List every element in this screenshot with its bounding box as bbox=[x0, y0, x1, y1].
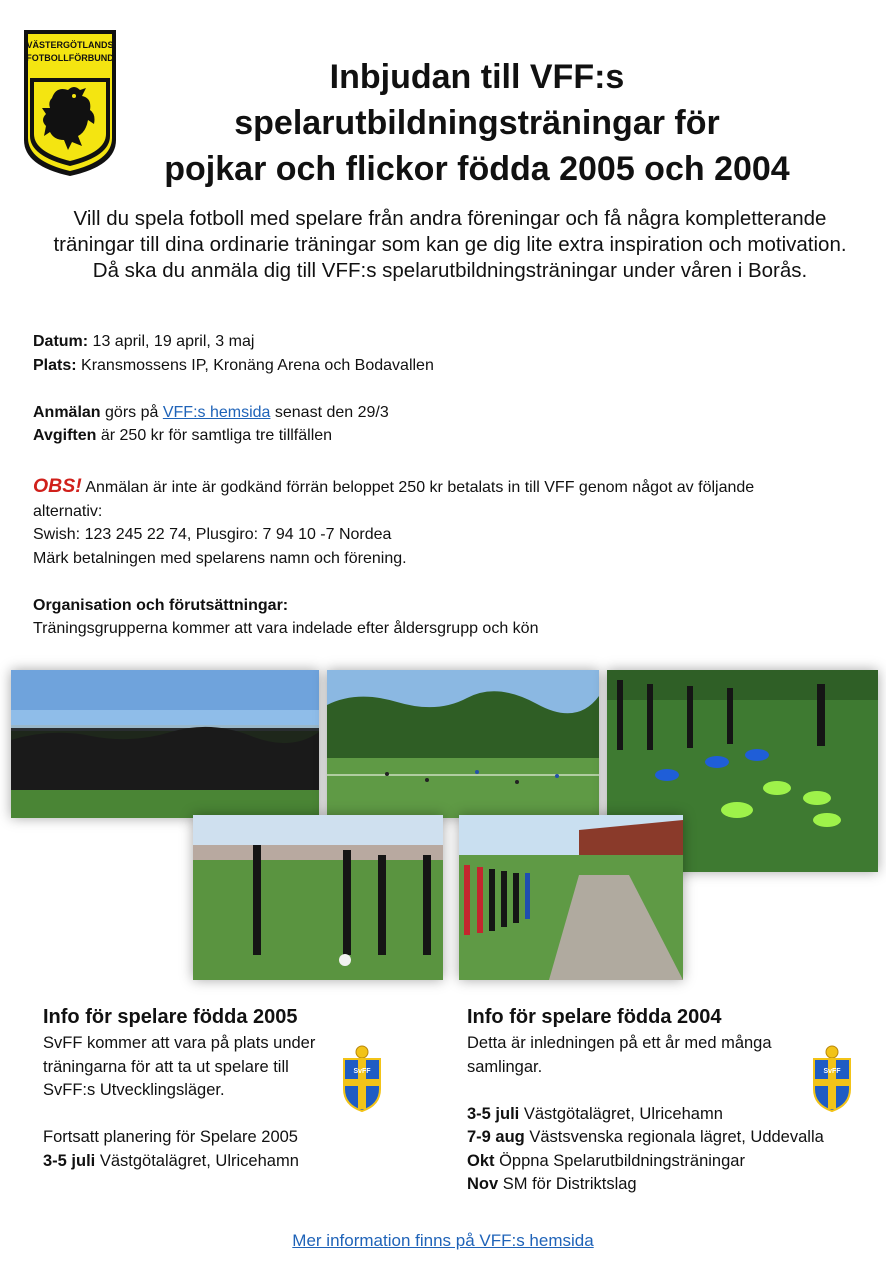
datum-row bbox=[33, 330, 863, 354]
svg-text:VÄSTERGÖTLANDS: VÄSTERGÖTLANDS bbox=[26, 40, 114, 50]
datum-value: 13 april, 19 april, 3 maj bbox=[88, 333, 255, 350]
svg-text:FOTBOLLFÖRBUND: FOTBOLLFÖRBUND bbox=[26, 53, 114, 63]
event-text: Västgötalägret, Ulricehamn bbox=[519, 1104, 723, 1123]
obs-text-cont: alternativ: bbox=[33, 502, 103, 520]
plats-value: Kransmossens IP, Kronäng Arena och Bodavallen bbox=[76, 356, 434, 374]
avgift-value: är 250 kr för samtliga tre tillfällen bbox=[96, 427, 333, 444]
obs-label: OBS! bbox=[33, 475, 82, 497]
payment-info: Swish: 123 245 22 74, Plusgiro: 7 94 10 -7 Nordea bbox=[33, 526, 392, 543]
svg-text:SvFF: SvFF bbox=[353, 1068, 371, 1075]
info-2005-planning: Fortsatt planering för Spelare 2005 bbox=[43, 1128, 298, 1146]
event-date: 3-5 juli bbox=[43, 1151, 96, 1170]
event-date: Okt bbox=[467, 1151, 495, 1170]
event-date: 7-9 aug bbox=[467, 1128, 525, 1146]
vff-logo bbox=[22, 28, 118, 178]
plats-row bbox=[33, 354, 863, 378]
obs-text: Anmälan är inte är godkänd förrän beloppet 250 kr betalats in till VFF genom något av följande bbox=[81, 479, 755, 496]
event-text: Västsvenska regionala lägret, Uddevalla bbox=[524, 1128, 824, 1146]
avgift-row bbox=[33, 424, 863, 448]
anmalan-label: Anmälan bbox=[33, 403, 101, 421]
svg-text:SvFF: SvFF bbox=[823, 1068, 841, 1075]
event-text: SM för Distriktslag bbox=[498, 1175, 637, 1193]
page-title bbox=[130, 54, 824, 192]
organisation-text: Träningsgrupperna kommer att vara indelade efter åldersgrupp och kön bbox=[33, 620, 539, 637]
obs-row bbox=[33, 475, 863, 500]
payment-note: Märk betalningen med spelarens namn och förening. bbox=[33, 549, 407, 567]
photo-team-group bbox=[11, 670, 319, 818]
info-2005-line-2: träningarna för att ta ut spelare till bbox=[43, 1057, 289, 1076]
vff-hemsida-link[interactable]: VFF:s hemsida bbox=[162, 403, 271, 421]
avgift-label: Avgiften bbox=[33, 427, 97, 444]
info-2005-line-1: SvFF kommer att vara på plats under bbox=[43, 1034, 316, 1052]
title-line-1: Inbjudan till VFF:s bbox=[329, 58, 625, 96]
event-text: Västgötalägret, Ulricehamn bbox=[95, 1151, 299, 1170]
info-2005-section bbox=[43, 1004, 343, 1173]
footer bbox=[0, 1231, 886, 1251]
anmalan-row bbox=[33, 401, 863, 425]
anmalan-pre: görs på bbox=[100, 403, 163, 421]
plats-label: Plats: bbox=[33, 356, 77, 374]
svff-shield-icon bbox=[341, 1045, 383, 1113]
info-2005-event bbox=[43, 1150, 343, 1174]
anmalan-deadline: senast den 29/3 bbox=[270, 403, 389, 421]
event-date: Nov bbox=[467, 1175, 499, 1193]
info-2004-event-4 bbox=[467, 1173, 867, 1197]
organisation-heading: Organisation och förutsättningar: bbox=[33, 596, 289, 614]
info-2004-heading: Info för spelare födda 2004 bbox=[467, 1006, 722, 1028]
info-2004-event-3 bbox=[467, 1150, 867, 1174]
more-info-link[interactable]: Mer information finns på VFF:s hemsida bbox=[292, 1231, 594, 1250]
info-2004-section bbox=[467, 1004, 867, 1197]
datum-label: Datum: bbox=[33, 333, 89, 350]
event-details bbox=[33, 330, 863, 641]
event-date: 3-5 juli bbox=[467, 1104, 520, 1123]
info-2004-event-1 bbox=[467, 1103, 867, 1127]
photo-line-of-players bbox=[459, 815, 683, 980]
photo-training-field bbox=[327, 670, 599, 818]
info-2005-line-3: SvFF:s Utvecklingsläger. bbox=[43, 1081, 225, 1099]
title-line-3: pojkar och flickor födda 2005 och 2004 bbox=[164, 150, 790, 188]
info-2004-line-2: samlingar. bbox=[467, 1057, 543, 1076]
info-2004-line-1: Detta är inledningen på ett år med många bbox=[467, 1034, 772, 1052]
info-2004-event-2 bbox=[467, 1126, 867, 1150]
intro-paragraph: Vill du spela fotboll med spelare från andra föreningar och få några kompletterande träningar till dina ordinarie träningar som kan ge dig lite extra inspiration och motivation. Då ska du anmäla dig till VFF:s spelarutbildningsträningar under våren i Borås. bbox=[53, 207, 847, 282]
info-2005-heading: Info för spelare födda 2005 bbox=[43, 1006, 298, 1028]
photo-girls-players bbox=[193, 815, 443, 980]
title-line-2: spelarutbildningsträningar för bbox=[234, 104, 720, 142]
event-text: Öppna Spelarutbildningsträningar bbox=[494, 1151, 745, 1170]
svff-shield-icon-2 bbox=[811, 1045, 853, 1113]
